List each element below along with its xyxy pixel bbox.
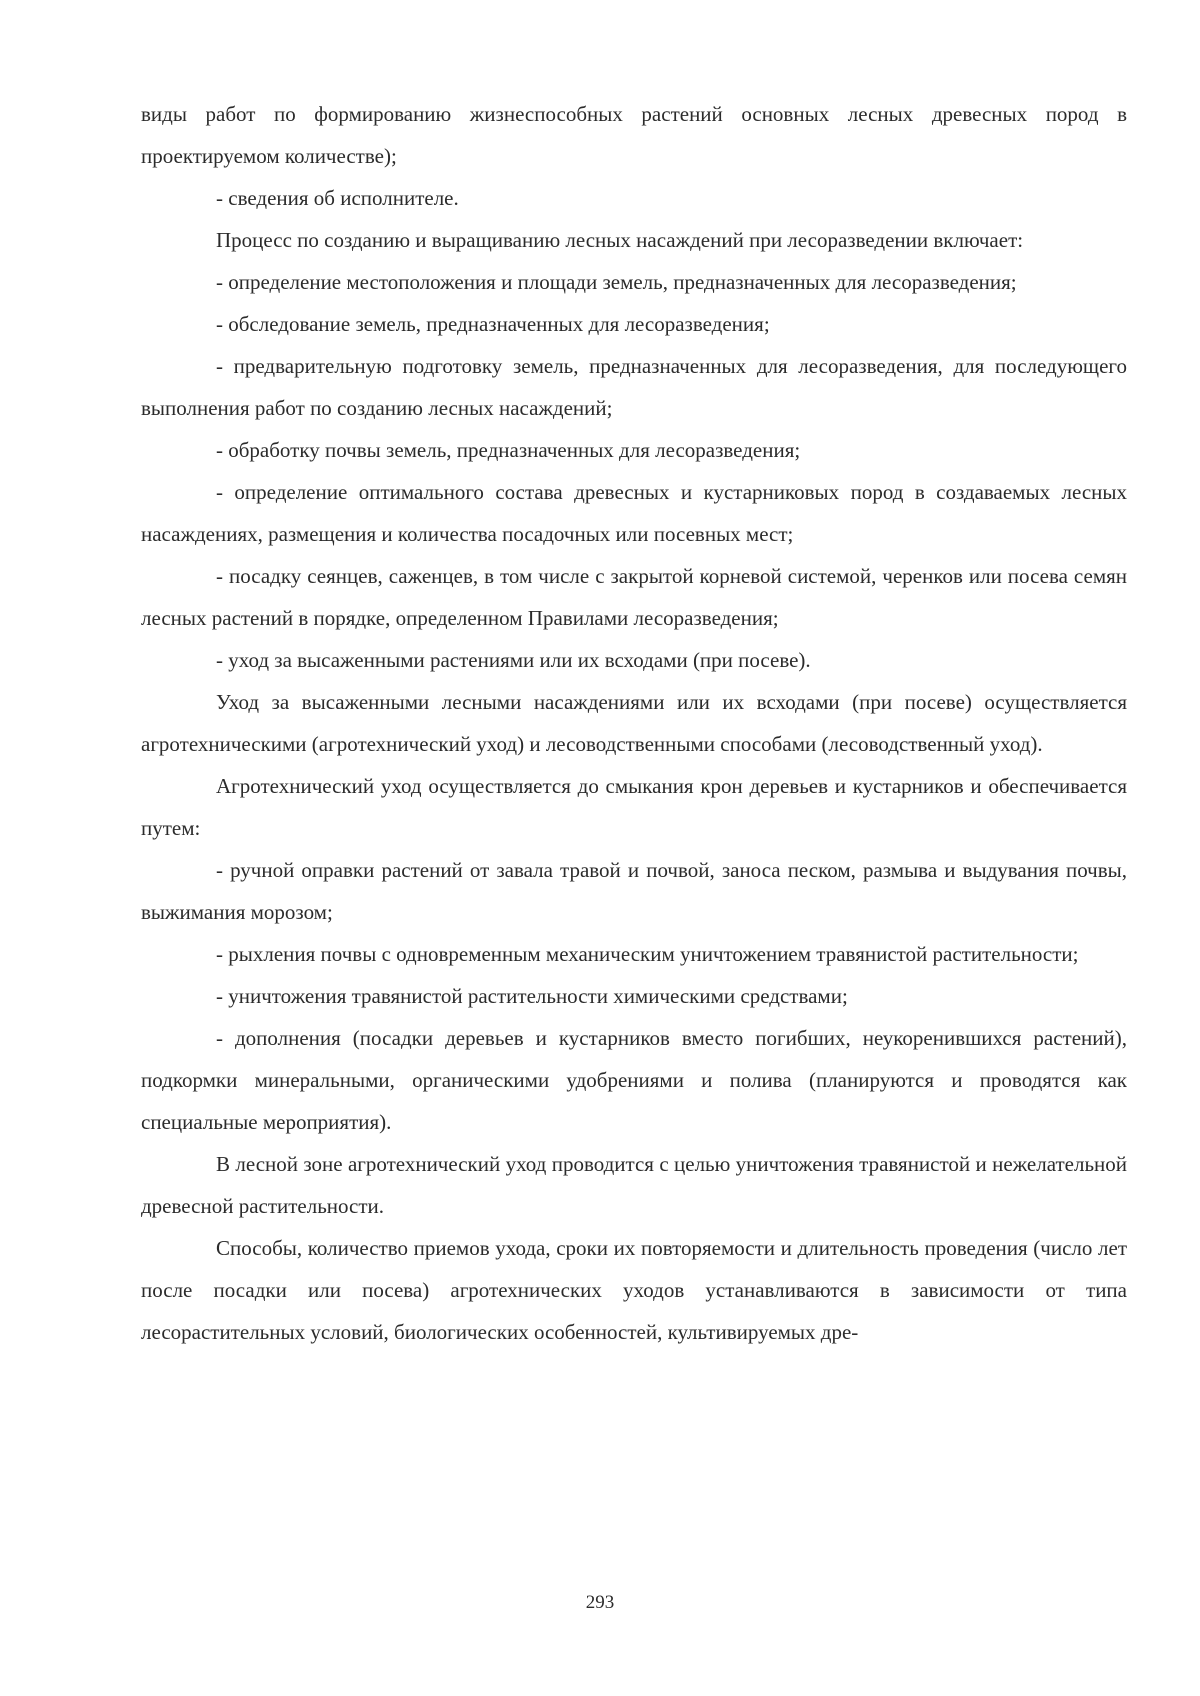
- paragraph: Процесс по созданию и выращиванию лесных насаждений при лесоразведении включает:: [216, 228, 1024, 252]
- paragraph: Способы, количество приемов ухода, сроки их повторяемости и длительность проведения (число лет после посадки или посева) агротехнических уходов устанавливаются в зависимости от типа лесорастительных условий, биологических особенностей, культивируемых дре-: [141, 1236, 1127, 1344]
- body-text: [141, 93, 1127, 1353]
- paragraph: виды работ по формированию жизнеспособных растений основных лесных древесных пород в проектируемом количестве);: [141, 102, 1127, 168]
- list-item: - уничтожения травянистой растительности химическими средствами;: [216, 984, 848, 1008]
- list-item: - рыхления почвы с одновременным механическим уничтожением травянистой растительности;: [216, 942, 1079, 966]
- list-item: - обследование земель, предназначенных для лесоразведения;: [216, 312, 770, 336]
- list-item: - уход за высаженными растениями или их всходами (при посеве).: [216, 648, 811, 672]
- list-item: - определение местоположения и площади земель, предназначенных для лесоразведения;: [216, 270, 1017, 294]
- paragraph: Уход за высаженными лесными насаждениями или их всходами (при посеве) осуществляется агротехническими (агротехнический уход) и лесоводственными способами (лесоводственный уход).: [141, 690, 1127, 756]
- list-item: - определение оптимального состава древесных и кустарниковых пород в создаваемых лесных насаждениях, размещения и количества посадочных или посевных мест;: [141, 480, 1127, 546]
- list-item: - ручной оправки растений от завала травой и почвой, заноса песком, размыва и выдувания почвы, выжимания морозом;: [141, 858, 1127, 924]
- paragraph: Агротехнический уход осуществляется до смыкания крон деревьев и кустарников и обеспечивается путем:: [141, 774, 1127, 840]
- list-item: - обработку почвы земель, предназначенных для лесоразведения;: [216, 438, 801, 462]
- list-item: - предварительную подготовку земель, предназначенных для лесоразведения, для последующего выполнения работ по созданию лесных насаждений;: [141, 354, 1127, 420]
- list-item: - посадку сеянцев, саженцев, в том числе с закрытой корневой системой, черенков или посева семян лесных растений в порядке, определенном Правилами лесоразведения;: [141, 564, 1127, 630]
- list-item: - сведения об исполнителе.: [216, 186, 459, 210]
- page-number: 293: [585, 1592, 615, 1613]
- paragraph: В лесной зоне агротехнический уход проводится с целью уничтожения травянистой и нежелательной древесной растительности.: [141, 1152, 1127, 1218]
- list-item: - дополнения (посадки деревьев и кустарников вместо погибших, неукоренившихся растений), подкормки минеральными, органическими удобрениями и полива (планируются и проводятся как специальные мероприятия).: [141, 1026, 1127, 1134]
